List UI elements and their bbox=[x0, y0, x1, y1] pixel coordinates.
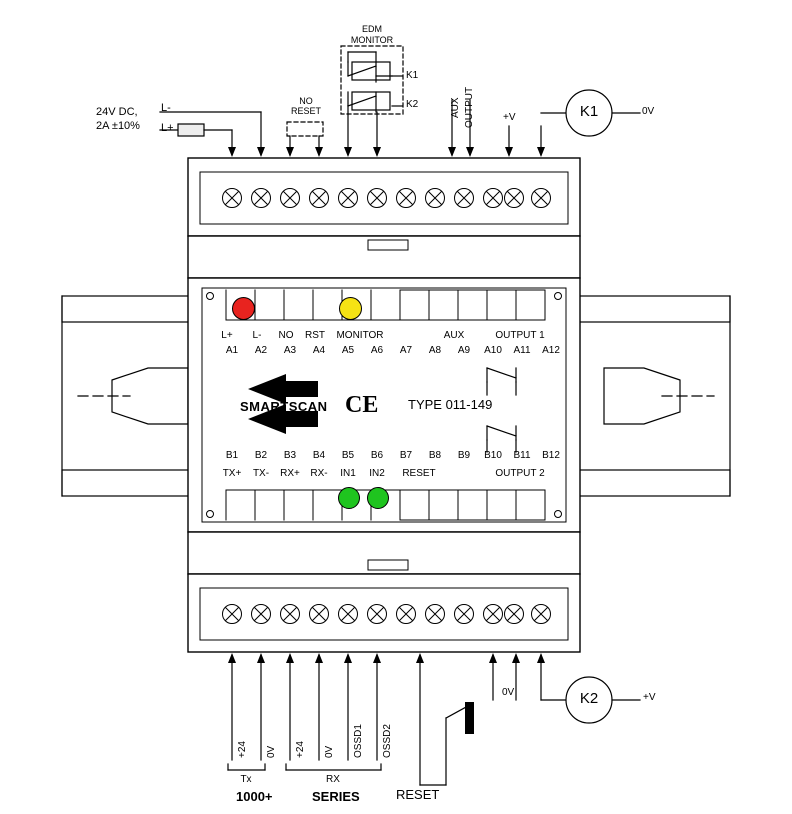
face-label-tx-minus: TX- bbox=[252, 468, 270, 479]
edm-k1-contact-label: K1 bbox=[406, 70, 419, 81]
monitor-led bbox=[339, 297, 362, 320]
wire-label-ossd2: OSSD2 bbox=[382, 724, 393, 758]
edm-monitor-circuit bbox=[341, 46, 403, 157]
group-label-rx: RX bbox=[326, 774, 340, 785]
supply-voltage-label: 24V DC, bbox=[96, 106, 138, 118]
terminal-a4: A4 bbox=[312, 345, 326, 356]
terminal-b5: B5 bbox=[341, 450, 355, 461]
supply-current-label: 2A ±10% bbox=[96, 120, 140, 132]
series-label-1000plus: 1000+ bbox=[236, 789, 273, 804]
supply-l-plus-label: L+ bbox=[161, 122, 174, 134]
terminal-a6: A6 bbox=[370, 345, 384, 356]
terminal-a11: A11 bbox=[513, 345, 531, 356]
face-label-tx-plus: TX+ bbox=[222, 468, 242, 479]
reset-switch-label: RESET bbox=[396, 787, 440, 802]
face-label-no: NO bbox=[278, 330, 294, 341]
top-zero-v-label: 0V bbox=[642, 106, 655, 117]
relay-k2-label: K2 bbox=[579, 690, 599, 707]
terminal-b3: B3 bbox=[283, 450, 297, 461]
terminal-b9: B9 bbox=[457, 450, 471, 461]
terminal-a8: A8 bbox=[428, 345, 442, 356]
terminal-b7: B7 bbox=[399, 450, 413, 461]
face-label-reset: RESET bbox=[402, 468, 436, 479]
terminal-b6: B6 bbox=[370, 450, 384, 461]
power-led bbox=[232, 297, 255, 320]
face-label-rx-plus: RX+ bbox=[280, 468, 300, 479]
terminal-b1: B1 bbox=[225, 450, 239, 461]
top-plus-v-label: +V bbox=[503, 112, 516, 123]
supply-l-minus-label: L- bbox=[161, 102, 171, 114]
edm-label: EDM bbox=[362, 24, 382, 34]
terminal-a3: A3 bbox=[283, 345, 297, 356]
edm-k2-contact-label: K2 bbox=[406, 99, 419, 110]
group-label-tx: Tx bbox=[240, 774, 252, 785]
face-label-l-plus: L+ bbox=[221, 330, 233, 341]
bottom-plus-v-label: +V bbox=[643, 692, 656, 703]
no-reset-label-line1: NO bbox=[299, 96, 313, 106]
aux-output-label-line1: AUX bbox=[450, 97, 461, 118]
wire-label-rx-plus24: +24 bbox=[295, 741, 306, 758]
terminal-b8: B8 bbox=[428, 450, 442, 461]
face-label-l-minus: L- bbox=[252, 330, 262, 341]
face-label-monitor: MONITOR bbox=[336, 330, 384, 341]
wire-label-tx-0v: 0V bbox=[266, 745, 277, 758]
terminal-a1: A1 bbox=[225, 345, 239, 356]
face-label-output1: OUTPUT 1 bbox=[495, 330, 545, 341]
face-label-in1: IN1 bbox=[340, 468, 356, 479]
reset-circuit bbox=[416, 653, 474, 785]
in2-led bbox=[367, 487, 389, 509]
wire-label-ossd1: OSSD1 bbox=[353, 724, 364, 758]
bottom-zero-v-label: 0V bbox=[502, 687, 515, 698]
no-reset-label-line2: RESET bbox=[290, 106, 321, 116]
wire-label-tx-plus24: +24 bbox=[237, 741, 248, 758]
terminal-a7: A7 bbox=[399, 345, 413, 356]
no-reset-link bbox=[286, 122, 323, 157]
terminal-b10: B10 bbox=[484, 450, 502, 461]
aux-output-label-line2: OUTPUT bbox=[464, 86, 475, 128]
terminal-a5: A5 bbox=[341, 345, 355, 356]
face-label-in2: IN2 bbox=[369, 468, 385, 479]
terminal-a2: A2 bbox=[254, 345, 268, 356]
terminal-b12: B12 bbox=[542, 450, 560, 461]
face-label-output2: OUTPUT 2 bbox=[495, 468, 545, 479]
relay-k1-label: K1 bbox=[579, 103, 599, 120]
terminal-a10: A10 bbox=[484, 345, 502, 356]
ce-mark: CE bbox=[345, 392, 379, 418]
supply-wires bbox=[160, 112, 265, 157]
wire-label-rx-0v: 0V bbox=[324, 745, 335, 758]
face-label-rst: RST bbox=[305, 330, 325, 341]
face-label-rx-minus: RX- bbox=[310, 468, 328, 479]
terminal-b2: B2 bbox=[254, 450, 268, 461]
output1-k1-circuit bbox=[505, 90, 640, 157]
terminal-a9: A9 bbox=[457, 345, 471, 356]
series-label-series: SERIES bbox=[312, 789, 360, 804]
brand-label: SMARTSCAN bbox=[240, 399, 328, 414]
terminal-b11: B11 bbox=[513, 450, 531, 461]
type-label: TYPE 011-149 bbox=[408, 397, 493, 412]
in1-led bbox=[338, 487, 360, 509]
monitor-label: MONITOR bbox=[350, 35, 394, 45]
terminal-a12: A12 bbox=[542, 345, 560, 356]
terminal-b4: B4 bbox=[312, 450, 326, 461]
face-label-aux: AUX bbox=[443, 330, 465, 341]
